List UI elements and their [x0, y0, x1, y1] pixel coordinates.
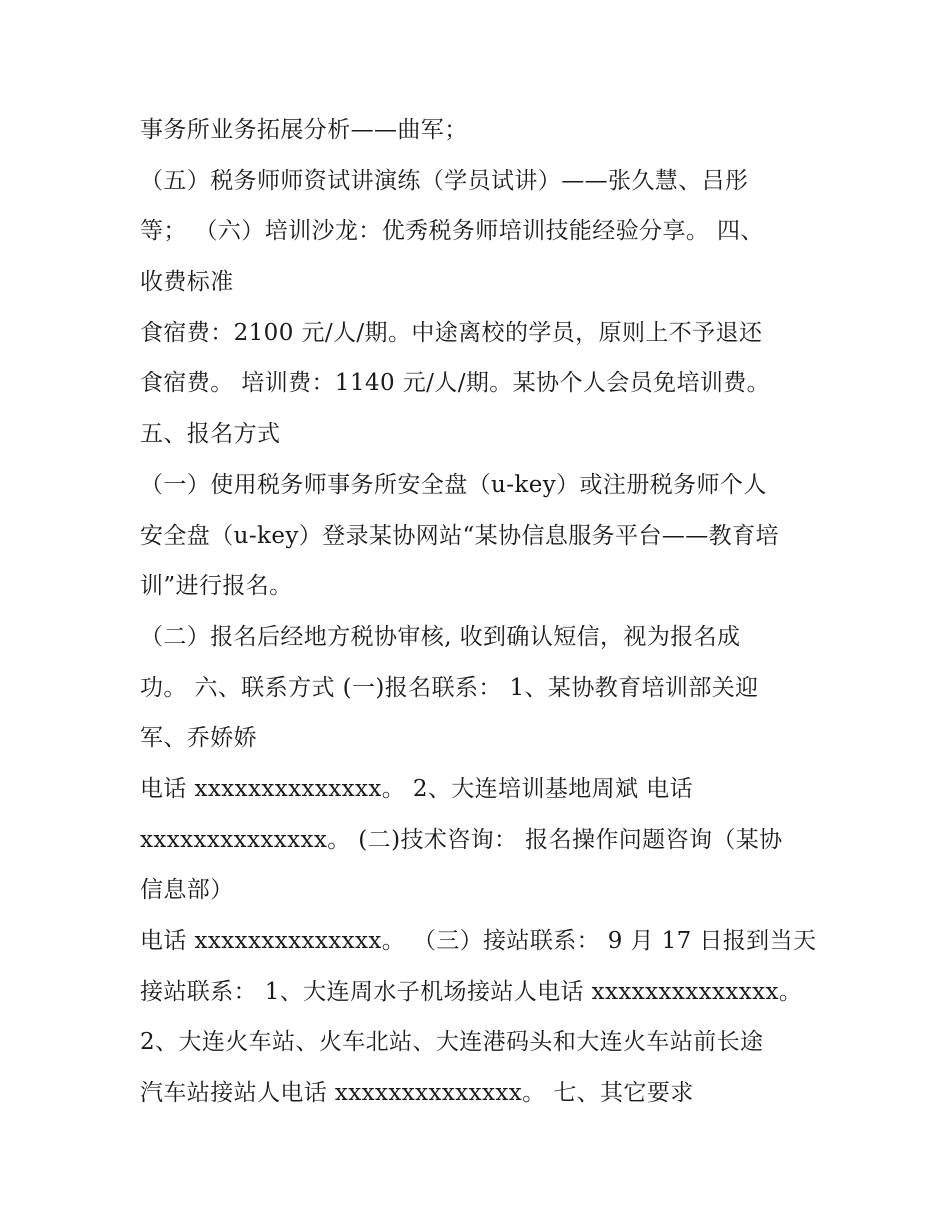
text-line: 食宿费。 培训费：1140 元/人/期。某协个人会员免培训费。 — [140, 370, 771, 397]
document-body — [140, 105, 820, 1119]
text-line: （一）使用税务师事务所安全盘（u-key）或注册税务师个人 — [140, 471, 767, 498]
text-line: 等； （六）培训沙龙：优秀税务师培训技能经验分享。 四、 — [140, 218, 764, 245]
text-line: 事务所业务拓展分析——曲军； — [140, 117, 468, 143]
text-line: （五）税务师师资试讲演练（学员试讲）——张久慧、吕彤 — [140, 167, 749, 194]
text-line: 安全盘（u-key）登录某协网站“某协信息服务平台——教育培 — [140, 522, 779, 549]
text-line: 电话 xxxxxxxxxxxxxx。 （三）接站联系： 9 月 17 日报到当天 — [140, 928, 817, 954]
text-line: 接站联系： 1、大连周水子机场接站人电话 xxxxxxxxxxxxxx。 — [140, 978, 803, 1005]
text-line: 电话 xxxxxxxxxxxxxx。 2、大连培训基地周斌 电话 — [140, 775, 693, 802]
text-line: xxxxxxxxxxxxxx。 (二)技术咨询： 报名操作问题咨询（某协 — [140, 826, 783, 853]
text-line: 功。 六、联系方式 (一)报名联系： 1、某协教育培训部关迎 — [140, 674, 759, 701]
section-heading-registration: 五、报名方式 — [140, 421, 281, 448]
text-line: 汽车站接站人电话 xxxxxxxxxxxxxx。 七、其它要求 — [140, 1080, 694, 1107]
text-line: 训”进行报名。 — [140, 573, 293, 600]
text-line: 2、大连火车站、火车北站、大连港码头和大连火车站前长途 — [140, 1029, 764, 1056]
text-line: 信息部） — [140, 877, 234, 904]
text-line: 食宿费：2100 元/人/期。中途离校的学员，原则上不予退还 — [140, 319, 763, 346]
text-line: 军、乔娇娇 — [140, 725, 257, 752]
text-line: （二）报名后经地方税协审核, 收到确认短信，视为报名成 — [140, 623, 741, 650]
section-heading-fees: 收费标准 — [140, 269, 234, 296]
